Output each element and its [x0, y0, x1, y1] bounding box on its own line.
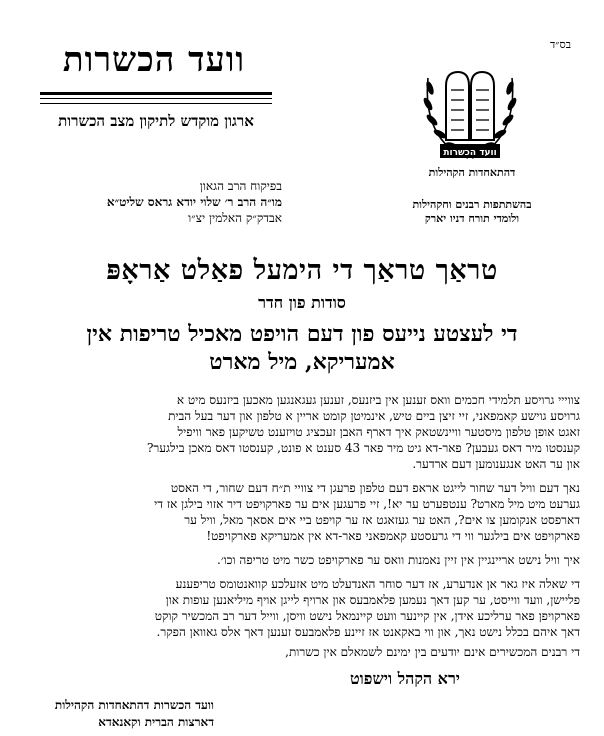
supervision-block [60, 178, 282, 226]
main-headline: טראַך טראַך די הימעל פאַלט אַראָפּ [106, 255, 498, 286]
sign-off: ירא הקהל וישפוט [350, 669, 460, 688]
body-line: פארקויפן פאר ערליכע אידן, אין קיינער וועט קיינמאל נישט וויסן, ווייל דער רב המכשיר קוקט [154, 609, 580, 623]
tablets-emblem [418, 48, 522, 166]
body-line: זאגט אופן טלפון מיסטער וויינשטאק איך דארף האבן זעכציג טויזענט טשיקען פאר וויפיל [177, 425, 580, 439]
body-line: גרויסע גוישע קאמפאני, זיי זיצן ביים טיש, אינמיטן קומט אריין א טלפון און דער בעל הבית [168, 409, 580, 423]
article-body [24, 392, 580, 640]
header-rule-thin [40, 98, 272, 99]
body-line: די שאלה איז גאר אן אנדערע, אז דער סוחר האנדעלט מיט אזעלכע קוואנטומס טריפענע [175, 577, 580, 591]
paragraph [24, 392, 580, 472]
headline-line-2: אמעריקא, מיל מארט [209, 349, 395, 375]
footer-line: וועד הכשרות דהתאחדות הקהילות [54, 698, 214, 712]
body-line: צווייי גרויסע תלמידי חכמים וואס זענען אין ביזנעס, זענען געגאנגען מאכען ביזנעס מיט א [176, 393, 580, 407]
header-rule-thick [40, 92, 272, 95]
body-line: דאך איהם בכלל נישט נאך, און ווי באקאנט אז זיינע פלאמבעס זענען דאך אלס גאוואן הפקר. [156, 625, 580, 639]
body-line: און ער האט אנגענומען דעם ארדער. [412, 457, 580, 471]
cooperation-line: בהשתתפות רבנים וחקהילות [412, 198, 532, 211]
body-line: פארקויפט אים בילגער ווי די גרעסטע קאמפאני פאר-דא אין אמעריקא פארקויפט! [206, 529, 580, 543]
supervision-line: אבדק״ק האלמין יצ״ו [188, 211, 282, 225]
emblem-caption: וועד הכשרות [443, 148, 497, 158]
supervision-line: בפיקוח הרב הגאון [199, 179, 282, 193]
header-rule-thin-2 [40, 103, 272, 104]
cooperation-block [382, 166, 562, 226]
supervision-line: מו״ה הרב ר׳ שלוי יודא גראס שליט״א [106, 195, 282, 209]
body-line: פליישן, וועד ווייסט, ער קען דאך נעמען פלאמבעס און ארויף לייגן אויף מיליאנען עופות און [165, 593, 580, 607]
body-line: נאך דעם וויל דער שחור לייגט אראפ דעם טלפון פרעגן די צוויי ת״ח דעם שחור, די האסט [170, 481, 580, 495]
footer-signature [14, 697, 214, 731]
paragraph [24, 480, 580, 544]
body-line: גערעט מיט מיל מארט? ענטפערט ער יא!, זיי פרעגען אים ער פארקויפט דיר אזוי בילגן אז די [154, 497, 580, 511]
paragraph [24, 552, 580, 568]
sub-headline: סודות פון חדר [258, 293, 346, 312]
body-line: איך וויל נישט אריינגיין אין זיין נאמנות וואס ער פארקויפט כשר מיט טריפה וכו׳. [217, 553, 580, 567]
cooperation-line: ולומדי תורח דניו יארק [424, 212, 520, 225]
body-line: דארפסט אנקומען צו אים?, האט ער געזאגט אז ער קויפט ביי אים אסאך מאל, וויל ער [184, 513, 580, 527]
paragraph [24, 576, 580, 640]
cooperation-line: דהתאחדות הקהילות [428, 166, 516, 179]
body-line: קענסטו מיר דאס געבען? פאר-דא גיט מיר פאר 43 סענט א פונט, קענסטו דאס מאכן בילגער? [146, 441, 580, 455]
headline-line-1: די לעצטע נייעס פון דעם הויפט מאכיל טריפות אין [86, 321, 518, 347]
closing-line: די רבנים המכשירים אינם יודעים בין ימינם לשמאלם אין כשרות, [285, 645, 580, 659]
footer-line: דארצות הברית וקאנאדא [98, 715, 214, 729]
org-subtitle: ארגון מוקדש לתיקון מצב הכשרות [58, 112, 254, 130]
org-title: וועד הכשרות [62, 40, 246, 80]
page-marker: בס״ד [550, 38, 572, 51]
